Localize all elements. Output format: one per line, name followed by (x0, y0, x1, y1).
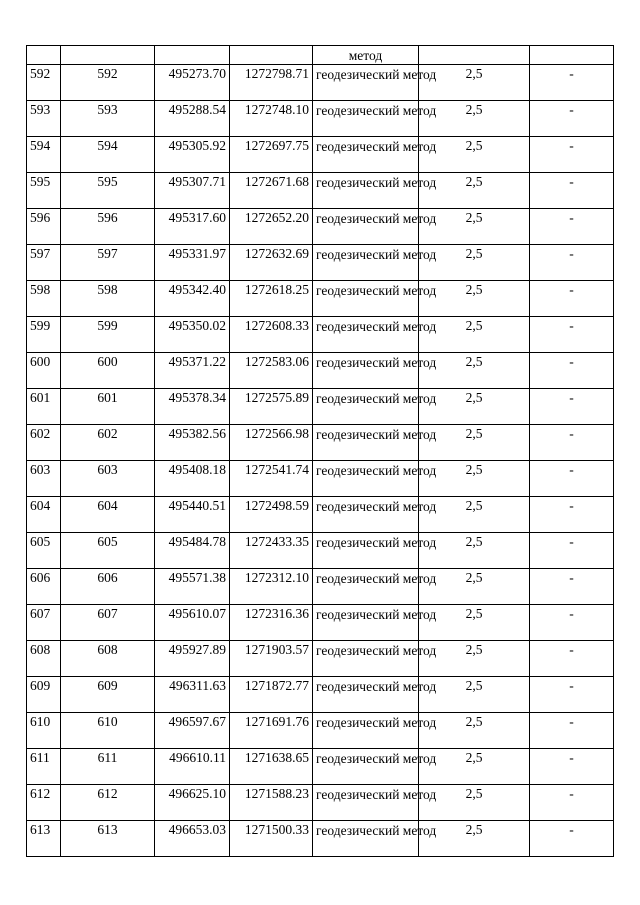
cell-num: 594 (27, 137, 61, 173)
table-row (27, 569, 614, 605)
cell-x: 495307.71 (155, 173, 230, 209)
table-row (27, 605, 614, 641)
cell-y: 1272312.10 (230, 569, 313, 605)
cell-num: 608 (27, 641, 61, 677)
cell-x: 495408.18 (155, 461, 230, 497)
cell-method: геодезический метод (313, 785, 419, 821)
cell-point: 602 (61, 425, 155, 461)
cell-note: - (530, 353, 614, 389)
cell-note: - (530, 425, 614, 461)
cell-accuracy: 2,5 (419, 605, 530, 641)
cell-x: 495331.97 (155, 245, 230, 281)
cell-method: геодезический метод (313, 389, 419, 425)
coordinates-table (26, 45, 614, 857)
cell-num: 593 (27, 101, 61, 137)
table-row (27, 173, 614, 209)
cell-point: 610 (61, 713, 155, 749)
cell-point: 612 (61, 785, 155, 821)
cell-y: 1271588.23 (230, 785, 313, 821)
cell-y: 1272671.68 (230, 173, 313, 209)
cell-num: 597 (27, 245, 61, 281)
table-body (27, 46, 614, 857)
cell-method: геодезический метод (313, 317, 419, 353)
cell-num: 600 (27, 353, 61, 389)
cell-method: геодезический метод (313, 605, 419, 641)
cell-method: геодезический метод (313, 65, 419, 101)
cell-method: геодезический метод (313, 137, 419, 173)
cell-note: - (530, 245, 614, 281)
cell-method: геодезический метод (313, 245, 419, 281)
cell-x: 495371.22 (155, 353, 230, 389)
cell-note: - (530, 209, 614, 245)
cell-num (27, 46, 61, 65)
cell-x: 495571.38 (155, 569, 230, 605)
cell-x: 495440.51 (155, 497, 230, 533)
cell-point: 613 (61, 821, 155, 857)
cell-x: 495273.70 (155, 65, 230, 101)
cell-point: 593 (61, 101, 155, 137)
cell-y: 1272632.69 (230, 245, 313, 281)
cell-x: 496311.63 (155, 677, 230, 713)
cell-x: 495378.34 (155, 389, 230, 425)
cell-num: 603 (27, 461, 61, 497)
cell-note: - (530, 569, 614, 605)
cell-accuracy: 2,5 (419, 137, 530, 173)
cell-y: 1272618.25 (230, 281, 313, 317)
cell-x: 495350.02 (155, 317, 230, 353)
cell-point: 606 (61, 569, 155, 605)
cell-method: геодезический метод (313, 497, 419, 533)
cell-num: 606 (27, 569, 61, 605)
cell-method: геодезический метод (313, 281, 419, 317)
cell-method: геодезический метод (313, 173, 419, 209)
table-row (27, 677, 614, 713)
cell-num: 607 (27, 605, 61, 641)
cell-accuracy: 2,5 (419, 281, 530, 317)
table-row (27, 749, 614, 785)
cell-x: 496625.10 (155, 785, 230, 821)
cell-accuracy: 2,5 (419, 569, 530, 605)
cell-method: геодезический метод (313, 353, 419, 389)
cell-accuracy: 2,5 (419, 821, 530, 857)
cell-y: 1272541.74 (230, 461, 313, 497)
cell-note: - (530, 533, 614, 569)
cell-accuracy: 2,5 (419, 677, 530, 713)
table-row (27, 461, 614, 497)
cell-method: геодезический метод (313, 821, 419, 857)
cell-point: 594 (61, 137, 155, 173)
cell-note: - (530, 101, 614, 137)
cell-point: 607 (61, 605, 155, 641)
cell-x: 496597.67 (155, 713, 230, 749)
table-row (27, 821, 614, 857)
cell-x (155, 46, 230, 65)
cell-method: геодезический метод (313, 677, 419, 713)
cell-method: геодезический метод (313, 533, 419, 569)
cell-y: 1272316.36 (230, 605, 313, 641)
cell-y: 1272566.98 (230, 425, 313, 461)
cell-x: 495288.54 (155, 101, 230, 137)
cell-point: 600 (61, 353, 155, 389)
cell-num: 612 (27, 785, 61, 821)
cell-note: - (530, 749, 614, 785)
cell-accuracy: 2,5 (419, 353, 530, 389)
cell-point: 603 (61, 461, 155, 497)
cell-y: 1271872.77 (230, 677, 313, 713)
cell-y: 1272433.35 (230, 533, 313, 569)
cell-y: 1271638.65 (230, 749, 313, 785)
cell-num: 602 (27, 425, 61, 461)
cell-x: 496653.03 (155, 821, 230, 857)
cell-accuracy: 2,5 (419, 785, 530, 821)
cell-y: 1271903.57 (230, 641, 313, 677)
cell-point: 605 (61, 533, 155, 569)
table-row (27, 245, 614, 281)
cell-note: - (530, 173, 614, 209)
cell-y: 1272652.20 (230, 209, 313, 245)
cell-point: 592 (61, 65, 155, 101)
cell-note (530, 46, 614, 65)
cell-accuracy: 2,5 (419, 101, 530, 137)
cell-num: 609 (27, 677, 61, 713)
cell-num: 595 (27, 173, 61, 209)
cell-accuracy: 2,5 (419, 713, 530, 749)
table-row (27, 425, 614, 461)
cell-method: геодезический метод (313, 461, 419, 497)
cell-num: 599 (27, 317, 61, 353)
cell-accuracy: 2,5 (419, 173, 530, 209)
table-row (27, 209, 614, 245)
table-row (27, 101, 614, 137)
table-row (27, 65, 614, 101)
cell-accuracy: 2,5 (419, 749, 530, 785)
cell-num: 605 (27, 533, 61, 569)
cell-point: 598 (61, 281, 155, 317)
cell-method: геодезический метод (313, 425, 419, 461)
cell-num: 596 (27, 209, 61, 245)
cell-method: геодезический метод (313, 749, 419, 785)
cell-num: 613 (27, 821, 61, 857)
cell-note: - (530, 785, 614, 821)
cell-x: 495610.07 (155, 605, 230, 641)
cell-accuracy: 2,5 (419, 461, 530, 497)
cell-x: 495382.56 (155, 425, 230, 461)
cell-point: 611 (61, 749, 155, 785)
cell-accuracy: 2,5 (419, 641, 530, 677)
cell-y: 1271500.33 (230, 821, 313, 857)
cell-x: 495305.92 (155, 137, 230, 173)
cell-point: 595 (61, 173, 155, 209)
cell-accuracy (419, 46, 530, 65)
cell-method: метод (313, 46, 419, 65)
cell-point: 596 (61, 209, 155, 245)
cell-note: - (530, 461, 614, 497)
cell-accuracy: 2,5 (419, 497, 530, 533)
cell-x: 495342.40 (155, 281, 230, 317)
cell-note: - (530, 677, 614, 713)
cell-note: - (530, 281, 614, 317)
cell-note: - (530, 641, 614, 677)
cell-num: 598 (27, 281, 61, 317)
cell-method: геодезический метод (313, 713, 419, 749)
cell-method: геодезический метод (313, 101, 419, 137)
cell-x: 495484.78 (155, 533, 230, 569)
cell-note: - (530, 713, 614, 749)
cell-y (230, 46, 313, 65)
cell-y: 1272748.10 (230, 101, 313, 137)
table-row (27, 353, 614, 389)
cell-accuracy: 2,5 (419, 389, 530, 425)
cell-num: 592 (27, 65, 61, 101)
cell-method: геодезический метод (313, 569, 419, 605)
cell-num: 610 (27, 713, 61, 749)
cell-accuracy: 2,5 (419, 317, 530, 353)
table-row (27, 641, 614, 677)
table-row (27, 713, 614, 749)
cell-y: 1272583.06 (230, 353, 313, 389)
cell-accuracy: 2,5 (419, 209, 530, 245)
cell-point: 597 (61, 245, 155, 281)
cell-note: - (530, 137, 614, 173)
cell-y: 1272697.75 (230, 137, 313, 173)
cell-num: 604 (27, 497, 61, 533)
table-row (27, 497, 614, 533)
cell-point: 609 (61, 677, 155, 713)
cell-note: - (530, 65, 614, 101)
cell-accuracy: 2,5 (419, 425, 530, 461)
cell-point: 601 (61, 389, 155, 425)
cell-y: 1272498.59 (230, 497, 313, 533)
cell-point (61, 46, 155, 65)
table-row (27, 317, 614, 353)
continued-row (27, 46, 614, 65)
cell-x: 495317.60 (155, 209, 230, 245)
cell-accuracy: 2,5 (419, 65, 530, 101)
cell-point: 604 (61, 497, 155, 533)
cell-accuracy: 2,5 (419, 533, 530, 569)
cell-x: 495927.89 (155, 641, 230, 677)
cell-accuracy: 2,5 (419, 245, 530, 281)
cell-point: 608 (61, 641, 155, 677)
cell-point: 599 (61, 317, 155, 353)
cell-y: 1272575.89 (230, 389, 313, 425)
cell-note: - (530, 497, 614, 533)
cell-note: - (530, 317, 614, 353)
table-row (27, 785, 614, 821)
table-row (27, 281, 614, 317)
cell-y: 1272798.71 (230, 65, 313, 101)
cell-y: 1272608.33 (230, 317, 313, 353)
cell-method: геодезический метод (313, 641, 419, 677)
cell-num: 611 (27, 749, 61, 785)
table-row (27, 389, 614, 425)
table-row (27, 137, 614, 173)
cell-y: 1271691.76 (230, 713, 313, 749)
cell-num: 601 (27, 389, 61, 425)
cell-x: 496610.11 (155, 749, 230, 785)
table-row (27, 533, 614, 569)
cell-note: - (530, 605, 614, 641)
cell-method: геодезический метод (313, 209, 419, 245)
cell-note: - (530, 821, 614, 857)
cell-note: - (530, 389, 614, 425)
